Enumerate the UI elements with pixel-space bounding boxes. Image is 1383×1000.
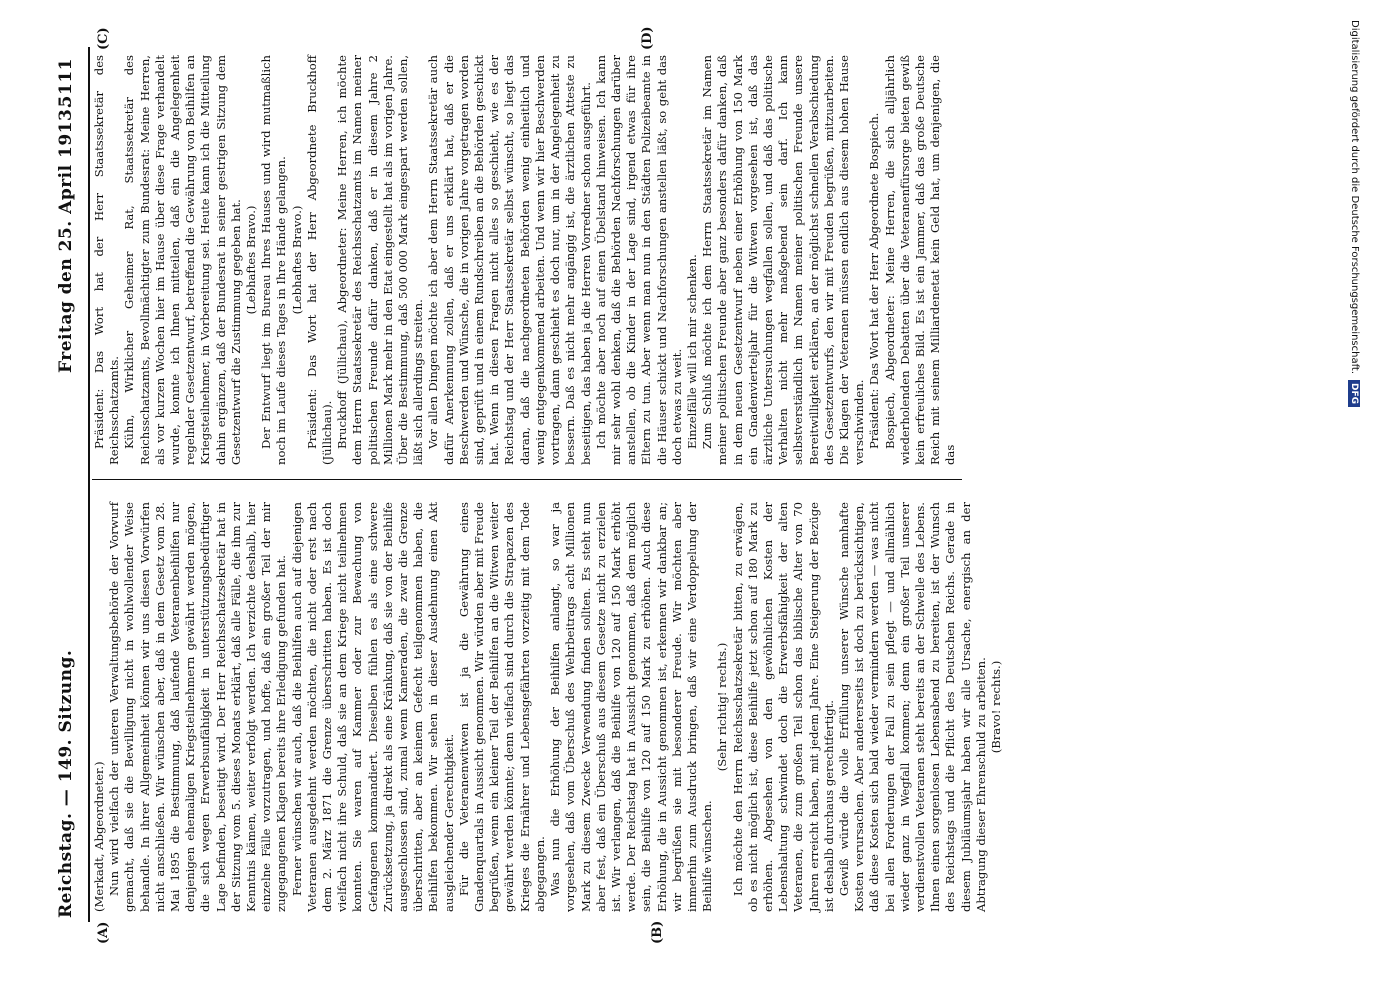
right-column-paragraph: Bospiech, Abgeordneter: Meine Herren, die sich alljährlich wiederholenden Debatten über die Veteranenfürsorge bieten gewiß kein erfreuliches Bild. Es ist ein Jammer, daß das große Deutsche Reich mit seinem Milliardenetat kein Geld hat, um denjenigen, die das <box>882 55 958 465</box>
right-column-paragraph: Ich möchte aber noch auf einen Übelstand hinweisen. Ich kann mir sehr wohl denken, daß die Behörden Nachforschungen darüber anstellen, ob die Kinder in der Lage sind, irgend etwas für ihre Eltern zu tun. Aber wenn man nun in den Städten Polizeibeamte in die Häuser schickt und Nachforschungen anstellen läßt, so geht das doch etwas zu weit. <box>593 55 684 465</box>
right-column-paragraph: Präsident: Das Wort hat der Herr Abgeordnete Bospiech. <box>867 112 882 449</box>
right-column-paragraph: Zum Schluß möchte ich dem Herrn Staatssekretär im Namen meiner politischen Freunde aber ganz besonders dafür danken, daß in dem neuen Gesetzentwurf neben einer Erhöhung von 150 Mark ein Gnadenvierteljahr für die Witwen vorgesehen ist, daß das ärztliche Untersuchungen wegfallen sollen, und daß das politische Verhalten nicht mehr maßgebend sein darf. Ich kann selbstverständlich im Namen meiner politischen Freunde unsere Bereitwilligkeit erklären, an der möglichst schnellen Verabschiedung des Gesetzentwurfs, den wir mit Freuden begrüßen, mitzuarbeiten. Die Klagen der Veteranen müssen endlich aus diesem hohen Hause verschwinden. <box>700 55 867 465</box>
left-column-paragraph: Ich möchte den Herrn Reichsschatzsekretär bitten, zu erwägen, ob es nicht möglich ist, diese Beihilfe jetzt schon auf 180 Mark zu erhöhen. Abgesehen von den gewöhnlichen Kosten der Lebenshaltung schwindet doch die Erwerbsfähigkeit der alten Veteranen, die zum großen Teil schon das biblische Alter von 70 Jahren erreicht haben, mit jedem Jahre. Eine Steigerung der Bezüge ist deshalb durchaus gerechtfertigt. <box>730 502 836 912</box>
left-column-paragraph: Gewiß würde die volle Erfüllung unserer Wünsche namhafte Kosten verursachen. Aber andererseits ist doch zu berücksichtigen, daß diese Kosten sich bald wieder vermindern werden — was nicht bei allen Forderungen der Fall zu sein pflegt — und allmählich wieder ganz in Wegfall kommen; denn ein großer Teil unserer verdienstvollen Veteranen steht bereits an der Schwelle des Lebens. Ihnen einen sorgenlosen Lebensabend zu bereiten, ist der Wunsch des Reichstags und die Pflicht des Deutschen Reichs. Gerade in diesem Jubiläumsjahr haben wir alle Ursache, energisch an der Abtragung dieser Ehrenschuld zu arbeiten. <box>836 502 988 912</box>
right-column-paragraph: (Lebhaftes Bravo.) <box>244 205 259 315</box>
right-column-paragraph: Einzelfälle will ich mir schenken. <box>684 254 699 449</box>
header-session: Reichstag. — 149. Sitzung. <box>56 649 76 918</box>
right-column-paragraph: Kühn, Wirklicher Geheimer Rat, Staatssekretär des Reichsschatzamts, Bevollmächtigter zum Bundesrat: Meine Herren, als vor kurzen Wochen hier im Hause über diese Frage verhandelt wurde, konnte ich Ihnen mitteilen, daß ein die Angelegenheit regelnder Gesetzentwurf, betreffend die Gewährung von Beihilfen an Kriegsteilnehmer, in Vorbereitung sei. Heute kann ich die Mitteilung dahin ergänzen, daß der Bundesrat in seiner gestrigen Sitzung dem Gesetzentwurf die Zustimmung gegeben hat. <box>122 55 243 465</box>
credit-text: Digitalisierung gefördert durch die Deutsche Forschungsgemeinschaft. <box>1349 20 1360 375</box>
margin-mark-c: (C) <box>96 27 111 50</box>
right-column-paragraph: Präsident: Das Wort hat der Herr Abgeordnete Bruckhoff (Jüllichau). <box>304 55 335 465</box>
right-column <box>92 55 959 465</box>
left-column-paragraph: (Bravo! rechts.) <box>988 660 1003 754</box>
right-column-paragraph: Der Entwurf liegt im Bureau Ihres Hauses und wird mutmaßlich noch im Laufe dieses Tages in Ihre Hände gelangen. <box>259 55 289 465</box>
left-column-paragraph: (Merkadt, Abgeordneter.) <box>92 761 106 912</box>
right-column-paragraph: Bruckhoff (Jüllichau), Abgeordneter: Meine Herren, ich möchte dem Herrn Staatssekretär des Reichsschatzamts im Namen meiner politischen Freunde dafür danken, daß er in diesem Jahre 2 Millionen Mark mehr in den Etat eingestellt hat als im vorigen Jahre. Über die Bestimmung, daß 500 000 Mark eingespart werden sollen, läßt sich allerdings streiten. <box>335 55 426 465</box>
margin-mark-b: (B) <box>650 920 665 944</box>
page-header <box>48 58 88 918</box>
page-number: 5111 <box>56 58 76 108</box>
dfg-logo: DFG <box>1348 380 1360 407</box>
header-date: Freitag den 25. April 1913. <box>56 102 76 373</box>
margin-mark-a: (A) <box>96 921 111 944</box>
header-rule <box>88 47 90 922</box>
left-column-paragraph: Ferner wünschen wir auch, daß die Beihilfen auch auf diejenigen Veteranen ausgedehnt werden möchten, die nicht oder erst nach dem 2. März 1871 die Grenze überschritten haben. Es ist doch vielfach nicht ihre Schuld, daß sie an dem Kriege nicht teilnehmen konnten. Sie waren auf Kammer oder zur Bewachung von Gefangenen kommandiert. Dieselben fühlen es als eine schwere Zurücksetzung, ja direkt als eine Kränkung, daß sie von der Beihilfe ausgeschlossen sind, zumal wenn Kameraden, die zwar die Grenze überschritten, aber an keinem Gefecht teilgenommen haben, die Beihilfen bekommen. Wir sehen in dieser Ausdehnung einen Akt ausgleichender Gerechtigkeit. <box>289 502 456 912</box>
margin-mark-d: (D) <box>640 26 655 50</box>
right-column-paragraph: (Lebhaftes Bravo.) <box>289 205 304 315</box>
digitization-credit <box>1340 20 1360 980</box>
left-column-paragraph: Nun wird vielfach der unteren Verwaltungsbehörde der Vorwurf gemacht, daß sie die Bewilligung nicht in wohlwollender Weise behandle. In ihrer Allgemeinheit können wir uns diesen Vorwürfen nicht anschließen. Wir wünschen aber, daß in dem Gesetz vom 28. Mai 1895 die Bestimmung, daß laufende Veteranenbeihilfen nur denjenigen ehemaligen Kriegsteilnehmern gewährt werden mögen, die sich wegen Erwerbsunfähigkeit in unterstützungsbedürftiger Lage befinden, beseitigt wird. Der Herr Reichsschatzsekretär hat in der Sitzung vom 5. dieses Monats erklärt, daß alle Fälle, die ihm zur Kenntnis kämen, weiter verfolgt werden. Ich verzichte deshalb, hier einzelne Fälle vorzutragen, und hoffe, daß ein großer Teil der mir zugegangenen Klagen bereits ihre Erledigung gefunden hat. <box>107 502 289 912</box>
left-column <box>92 502 1004 912</box>
left-column-paragraph: Was nun die Erhöhung der Beihilfen anlangt, so war ja vorgesehen, daß vom Überschuß des Wehrbeitrags acht Millionen Mark zu diesem Zwecke Verwendung finden sollten. Es steht nun aber fest, daß ein Überschuß aus diesem Gesetze nicht zu erzielen ist. Wir verlangen, daß die Beihilfe von 120 auf 150 Mark erhöht werde. Der Reichstag hat in Aussicht genommen, daß dem möglich sein, die Beihilfe von 120 auf 150 Mark zu erhöhen. Auch diese Erhöhung, die in Aussicht genommen ist, erkennen wir dankbar an; wir begrüßen sie mit besonderer Freude. Wir möchten aber immerhin zum Ausdruck bringen, daß wir eine Verdoppelung der Beihilfe wünschen. <box>548 502 715 912</box>
left-column-paragraph: (Sehr richtig! rechts.) <box>715 642 730 772</box>
right-column-paragraph: Präsident: Das Wort hat der Herr Staatssekretär des Reichsschatzamts. <box>92 55 122 465</box>
right-column-paragraph: Vor allen Dingen möchte ich aber dem Herrn Staatssekretär auch dafür Anerkennung zollen, daß er uns erklärt hat, daß er die Beschwerden und Wünsche, die in vorigen Jahre vorgetragen worden sind, geprüft und in einem Rundschreiben an die Behörden geschickt hat. Wenn in diesen Fragen nicht alles so geschieht, wie es der Reichstag und der Herr Staatssekretär selbst wünscht, so liegt das daran, daß die nachgeordneten Behörden wenig einheitlich und wenig entgegenkommend arbeiten. Und wenn wir hier Beschwerden vortragen, dann geschieht es doch nur, um in der Angelegenheit zu bessern. Daß es nicht mehr angängig ist, die ärztlichen Atteste zu beseitigen, das haben ja die Herren Vorredner schon ausgeführt. <box>426 55 593 465</box>
left-column-paragraph: Für die Veteranenwitwen ist ja die Gewährung eines Gnadenquartals in Aussicht genommen. Wir würden aber mit Freude begrüßen, wenn ein kleiner Teil der Beihilfen an die Witwen weiter gewährt werden könnte; denn vielfach sind durch die Strapazen des Krieges die Ernährer und Lebensgefährten vorzeitig mit dem Tode abgegangen. <box>456 502 547 912</box>
column-divider <box>92 479 962 480</box>
